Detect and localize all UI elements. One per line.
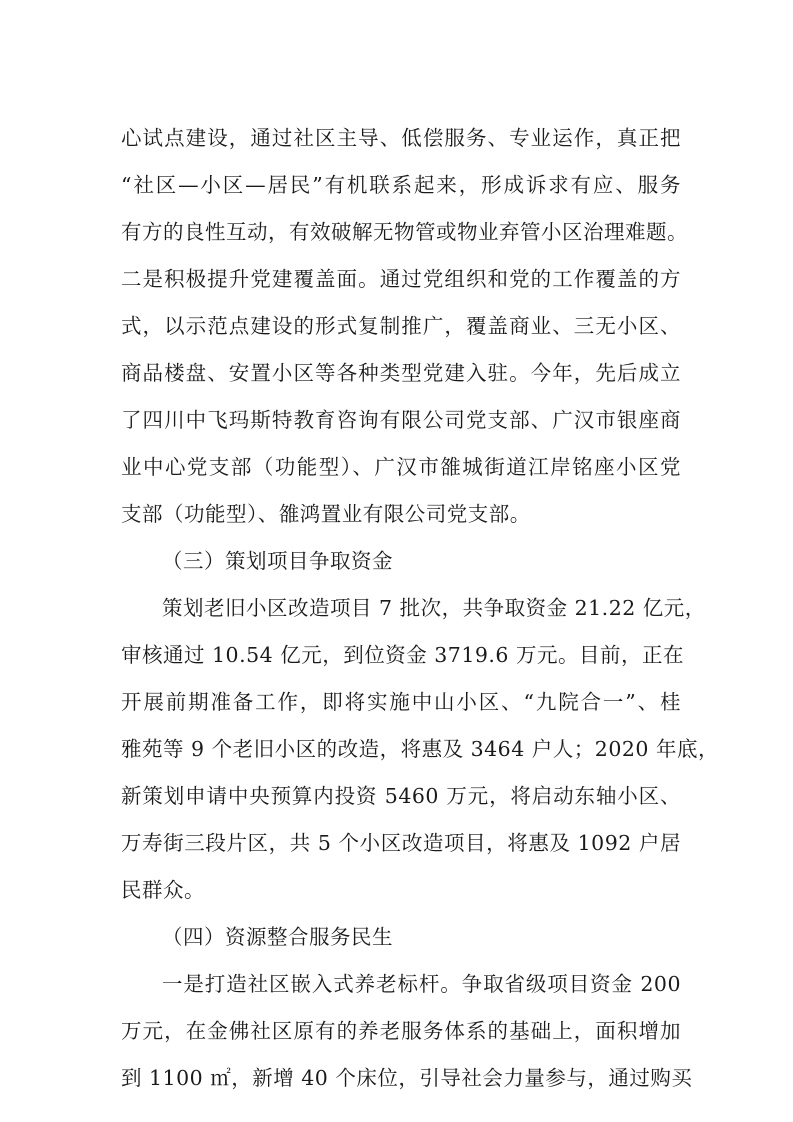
- body-text-line: 开展前期准备工作，即将实施中山小区、“九院合一”、桂: [121, 690, 681, 714]
- body-text-line: 二是积极提升党建覆盖面。通过党组织和党的工作覆盖的方: [121, 267, 681, 291]
- body-text-line: 民群众。: [121, 878, 205, 902]
- body-text-line: 雅苑等 9 个老旧小区的改造，将惠及 3464 户人；2020 年底，: [121, 737, 719, 761]
- body-text-line: 心试点建设，通过社区主导、低偿服务、专业运作，真正把: [121, 126, 681, 150]
- body-text-line: 商品楼盘、安置小区等各种类型党建入驻。今年，先后成立: [121, 361, 681, 385]
- body-text-line: 审核通过 10.54 亿元，到位资金 3719.6 万元。目前，正在: [121, 643, 684, 667]
- body-text-line: 业中心党支部（功能型）、广汉市雒城街道江岸铭座小区党: [121, 455, 681, 479]
- body-text-line: “社区—小区—居民”有机联系起来，形成诉求有应、服务: [121, 173, 681, 197]
- section-heading: （四）资源整合服务民生: [162, 925, 393, 949]
- body-text-line: 到 1100 ㎡，新增 40 个床位，引导社会力量参与，通过购买: [121, 1066, 693, 1090]
- section-heading: （三）策划项目争取资金: [162, 549, 393, 573]
- body-text-line: 万寿街三段片区，共 5 个小区改造项目，将惠及 1092 户居: [121, 831, 681, 855]
- body-text-line: 万元，在金佛社区原有的养老服务体系的基础上，面积增加: [121, 1019, 681, 1043]
- body-text-line: 支部（功能型）、雒鸿置业有限公司党支部。: [121, 502, 531, 526]
- body-text-line: 了四川中飞玛斯特教育咨询有限公司党支部、广汉市银座商: [121, 408, 681, 432]
- body-text-line: 策划老旧小区改造项目 7 批次，共争取资金 21.22 亿元，: [162, 596, 706, 620]
- body-text-line: 一是打造社区嵌入式养老标杆。争取省级项目资金 200: [162, 972, 681, 996]
- body-text-line: 有方的良性互动，有效破解无物管或物业弃管小区治理难题。: [121, 220, 688, 244]
- body-text-line: 新策划申请中央预算内投资 5460 万元，将启动东轴小区、: [121, 784, 681, 808]
- body-text-line: 式，以示范点建设的形式复制推广，覆盖商业、三无小区、: [121, 314, 681, 338]
